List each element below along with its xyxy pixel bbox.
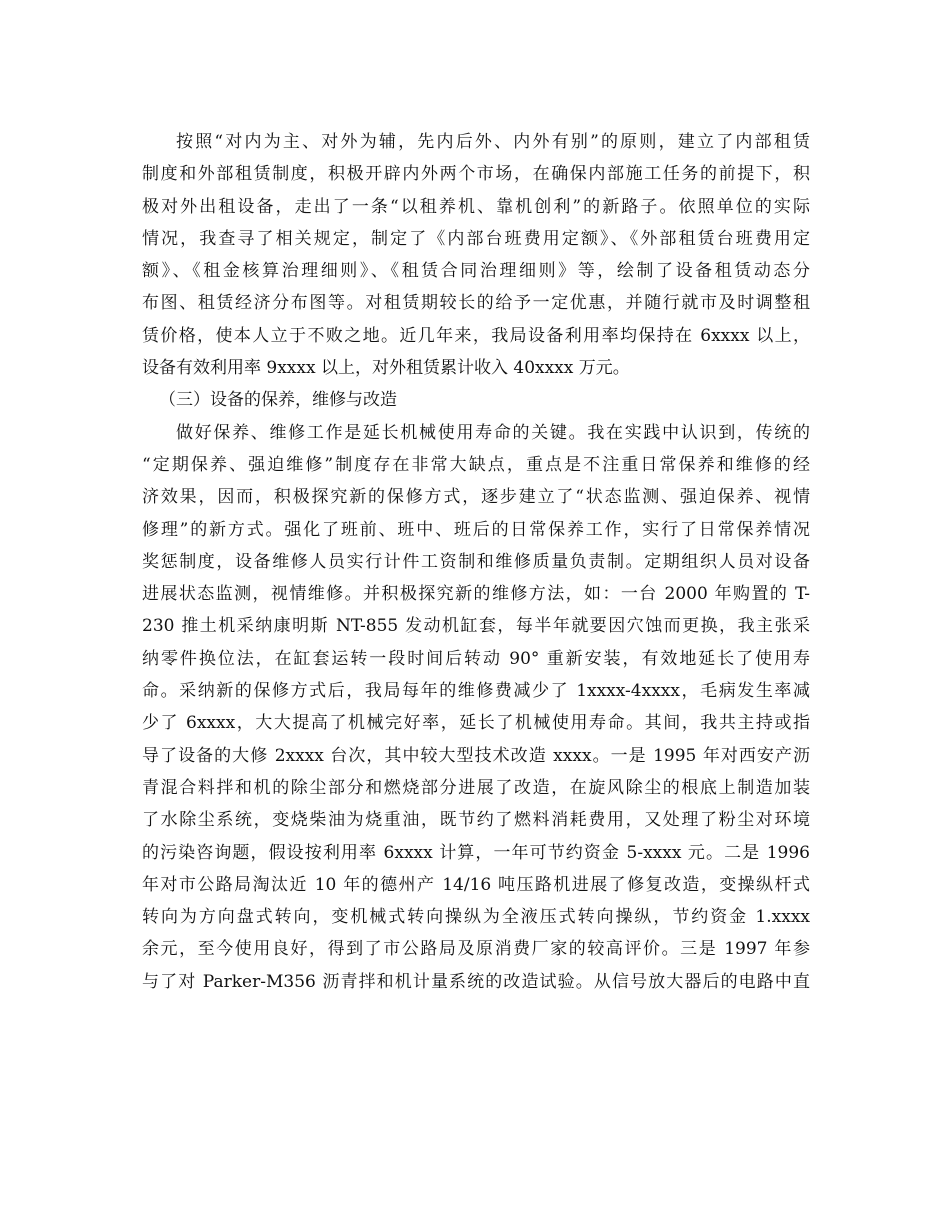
paragraph-line: 极对外出租设备，走出了一条“以租养机、靠机创利”的新路子。依照单位的实际 (142, 196, 810, 217)
paragraph-line: 纳零件换位法，在缸套运转一段时间后转动 90° 重新安装，有效地延长了使用寿 (142, 648, 810, 669)
paragraph-line: 按照“对内为主、对外为辅，先内后外、内外有别”的原则，建立了内部租赁 (176, 132, 810, 152)
paragraph-line: 修理”的新方式。强化了班前、班中、班后的日常保养工作，实行了日常保养情况 (142, 519, 810, 540)
paragraph-line: “定期保养、强迫维修”制度存在非常大缺点，重点是不注重日常保养和维修的经 (142, 454, 810, 475)
paragraph-line: 年对市公路局淘汰近 10 年的德州产 14/16 吨压路机进展了修复改造，变操纵杆式 (142, 874, 810, 895)
paragraph-line: 做好保养、维修工作是延长机械使用寿命的关键。我在实践中认识到，传统的 (176, 422, 810, 443)
paragraph-maintenance (142, 417, 810, 998)
paragraph-line: 奖惩制度，设备维修人员实行计件工资制和维修质量负责制。定期组织人员对设备 (142, 551, 810, 572)
paragraph-line: 导了设备的大修 2xxxx 台次，其中较大型技术改造 xxxx。一是 1995 年对西安产沥 (142, 745, 810, 766)
paragraph-line: 济效果，因而，积极探究新的保修方式，逐步建立了“状态监测、强迫保养、视情 (142, 487, 810, 508)
paragraph-line: 命。采纳新的保修方式后，我局每年的维修费减少了 1xxxx-4xxxx，毛病发生率减 (142, 681, 810, 702)
paragraph-line: 的污染咨询题，假设按利用率 6xxxx 计算，一年可节约资金 5-xxxx 元。二是 1996 (142, 842, 810, 863)
paragraph-line: 赁价格，使本人立于不败之地。近几年来，我局设备利用率均保持在 6xxxx 以上， (142, 325, 810, 346)
paragraph-leasing (142, 126, 810, 384)
paragraph-line: 制度和外部租赁制度，积极开辟内外两个市场，在确保内部施工任务的前提下，积 (142, 164, 810, 185)
section-heading: （三）设备的保养，维修与改造 (159, 390, 397, 411)
paragraph-line: 与了对 Parker-M356 沥青拌和机计量系统的改造试验。从信号放大器后的电路中直 (142, 971, 810, 992)
paragraph-line: 设备有效利用率 9xxxx 以上，对外租赁累计收入 40xxxx 万元。 (142, 358, 630, 379)
paragraph-line: 情况，我查寻了相关规定，制定了《内部台班费用定额》、《外部租赁台班费用定 (142, 228, 810, 249)
paragraph-line: 转向为方向盘式转向，变机械式转向操纵为全液压式转向操纵，节约资金 1.xxxx (142, 907, 810, 928)
paragraph-line: 额》、《租金核算治理细则》、《租赁合同治理细则》等，绘制了设备租赁动态分 (142, 261, 810, 282)
paragraph-line: 230 推土机采纳康明斯 NT-855 发动机缸套，每半年就要因穴蚀而更换，我主张采 (142, 616, 810, 637)
paragraph-line: 余元，至今使用良好，得到了市公路局及原消费厂家的较高评价。三是 1997 年参 (142, 939, 810, 960)
paragraph-line: 青混合料拌和机的除尘部分和燃烧部分进展了改造，在旋风除尘的根底上制造加装 (142, 777, 810, 798)
paragraph-line: 进展状态监测，视情维修。并积极探究新的维修方法，如：一台 2000 年购置的 T- (142, 584, 810, 605)
paragraph-line: 了水除尘系统，变烧柴油为烧重油，既节约了燃料消耗费用，又处理了粉尘对环境 (142, 810, 810, 831)
paragraph-line: 少了 6xxxx，大大提高了机械完好率，延长了机械使用寿命。其间，我共主持或指 (142, 713, 810, 734)
paragraph-line: 布图、租赁经济分布图等。对租赁期较长的给予一定优惠，并随行就市及时调整租 (142, 293, 810, 314)
document-page (142, 126, 810, 998)
